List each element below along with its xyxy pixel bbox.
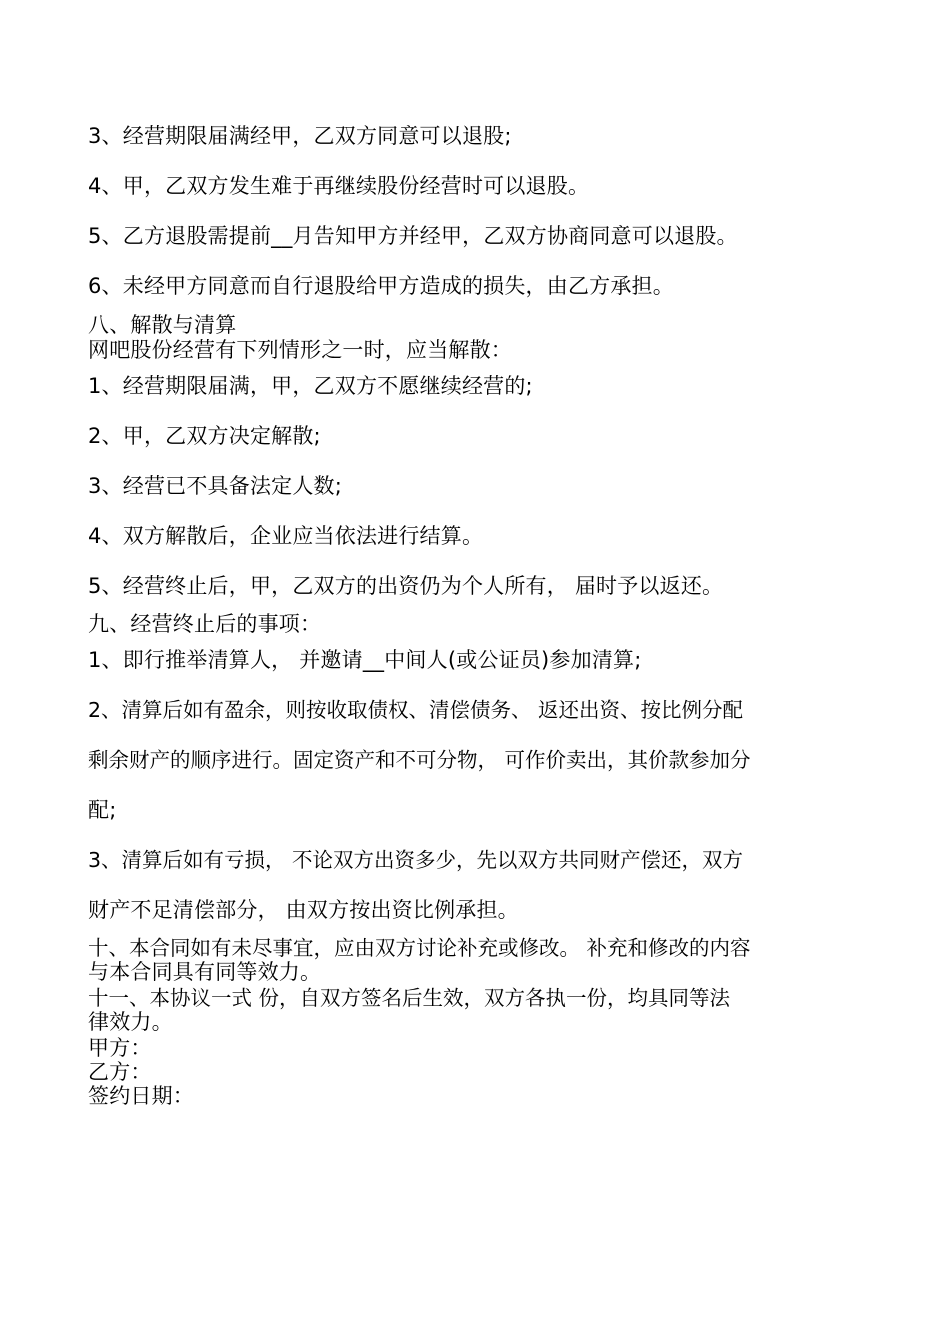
- clause-7-item-4: 4、甲，乙双方发生难于再继续股份经营时可以退股。: [88, 174, 590, 198]
- section-heading-8: 八、解散与清算: [88, 313, 237, 337]
- signing-date-label: 签约日期：: [88, 1084, 194, 1108]
- clause-9-item-1: 1、即行推举清算人， 并邀请__中间人(或公证员)参加清算;: [88, 648, 642, 672]
- section-8-intro: 网吧股份经营有下列情形之一时，应当解散：: [88, 338, 512, 362]
- clause-8-item-4: 4、双方解散后，企业应当依法进行结算。: [88, 524, 484, 548]
- section-11-line-2: 律效力。: [88, 1010, 173, 1034]
- clause-9-item-2-line-1: 2、清算后如有盈余，则按收取债权、清偿债务、 返还出资、按比例分配: [88, 698, 744, 722]
- clause-8-item-3: 3、经营已不具备法定人数;: [88, 474, 343, 498]
- party-b-signature-label: 乙方：: [88, 1060, 152, 1084]
- section-10-line-2: 与本合同具有同等效力。: [88, 960, 322, 984]
- clause-8-item-2: 2、甲，乙双方决定解散;: [88, 424, 321, 448]
- section-heading-9: 九、经营终止后的事项：: [88, 612, 322, 636]
- clause-8-item-5: 5、经营终止后，甲，乙双方的出资仍为个人所有， 届时予以返还。: [88, 574, 724, 598]
- clause-9-item-2-line-3: 配;: [88, 798, 117, 822]
- clause-9-item-2-line-2: 剩余财产的顺序进行。固定资产和不可分物， 可作价卖出，其价款参加分: [88, 748, 751, 772]
- clause-7-item-3: 3、经营期限届满经甲，乙双方同意可以退股;: [88, 124, 512, 148]
- clause-9-item-3-line-1: 3、清算后如有亏损， 不论双方出资多少，先以双方共同财产偿还，双方: [88, 848, 744, 872]
- clause-8-item-1: 1、经营期限届满，甲，乙双方不愿继续经营的;: [88, 374, 533, 398]
- clause-7-item-5: 5、乙方退股需提前__月告知甲方并经甲，乙双方协商同意可以退股。: [88, 224, 738, 248]
- clause-9-item-3-line-2: 财产不足清偿部分， 由双方按出资比例承担。: [88, 898, 519, 922]
- section-11-line-1: 十一、本协议一式 份，自双方签名后生效，双方各执一份，均具同等法: [88, 986, 731, 1010]
- party-a-signature-label: 甲方：: [88, 1036, 152, 1060]
- clause-7-item-6: 6、未经甲方同意而自行退股给甲方造成的损失，由乙方承担。: [88, 274, 674, 298]
- section-10-line-1: 十、本合同如有未尽事宜，应由双方讨论补充或修改。 补充和修改的内容: [88, 936, 751, 960]
